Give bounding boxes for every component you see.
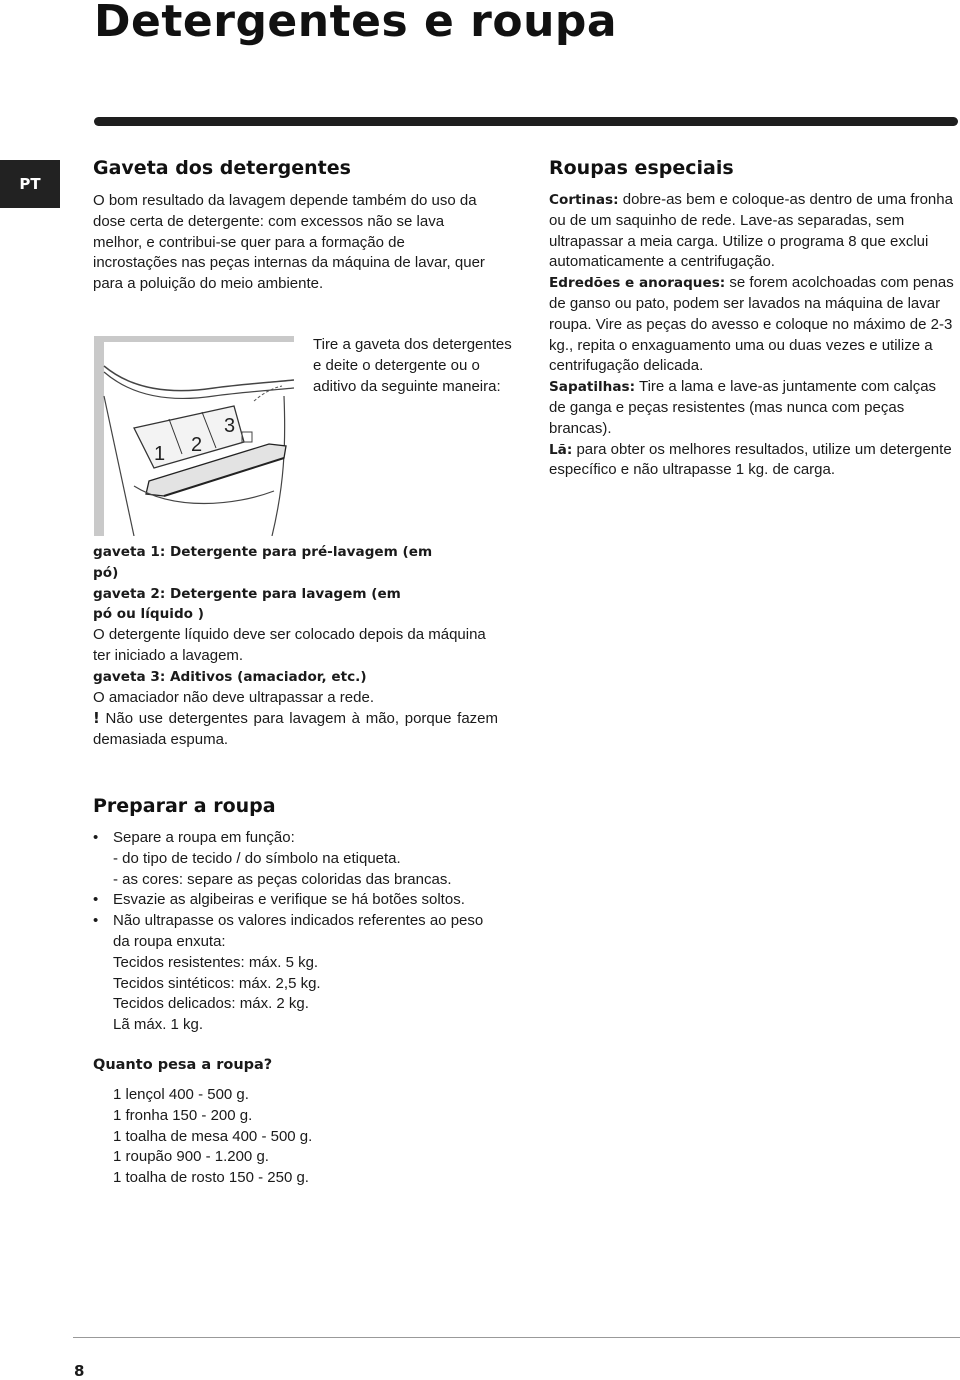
roupas-item-sapatilhas — [549, 377, 954, 439]
peso-item: 1 roupão 900 - 1.200 g. — [113, 1148, 269, 1166]
title-rule — [94, 117, 958, 126]
roupas-text: se forem acolchoadas com penas de ganso ou pato, podem ser lavados na máquina de lavar roupa. Vire as peças do avesso e coloque no máximo de 2-3 kg., repita o enxaguamento uma ou duas vezes e utilize a centrifugação delicada. — [549, 274, 954, 375]
warning-mark: ! — [93, 709, 100, 728]
roupas-item-cortinas — [549, 190, 954, 273]
gaveta-intro: O bom resultado da lavagem depende também do uso da dose certa de detergente: com excessos não se lava melhor, e contribui-se quer para a formação de incrostações nas peças internas da máquina de lavar, quer para a poluição do meio ambiente. — [93, 192, 485, 293]
roupas-item-la — [549, 440, 954, 482]
drawer-label-3: 3 — [224, 415, 236, 437]
gaveta-heading: Gaveta dos detergentes — [93, 157, 351, 179]
roupas-text: Tire a lama e lave-as juntamente com calças de ganga e peças resistentes (mas nunca com peças brancas). — [549, 378, 937, 437]
compartment-3-label: gaveta 3: Aditivos (amaciador, etc.) — [93, 668, 367, 685]
bullet-text: Separe a roupa em função: — [113, 829, 295, 846]
compartment-3-note: O amaciador não deve ultrapassar a rede. — [93, 688, 374, 706]
bullet-dot: • — [93, 829, 99, 846]
roupas-text: para obter os melhores resultados, utilize um detergente específico e não ultrapasse 1 kg. de carga. — [549, 440, 952, 479]
bullet-text: Não ultrapasse os valores indicados referentes ao peso da roupa enxuta: — [113, 912, 484, 950]
figure-caption: Tire a gaveta dos detergentes e deite o detergente ou o aditivo da seguinte maneira: — [313, 336, 512, 395]
peso-item: 1 lençol 400 - 500 g. — [113, 1086, 249, 1103]
preparar-bullet — [93, 828, 498, 890]
roupas-text: dobre-as bem e coloque-as dentro de uma fronha ou de um saquinho de rede. Lave-as separadas, sem ultrapassar a meia carga. Utilize o programa 8 que exclui automaticamente a centrifugação. — [549, 191, 953, 271]
bullet-subitem: - as cores: separe as peças coloridas das brancas. — [113, 870, 452, 888]
preparar-heading: Preparar a roupa — [93, 795, 276, 817]
detergent-drawer-illustration — [94, 336, 294, 536]
roupas-item-edredoes — [549, 273, 954, 377]
drawer-label-2: 2 — [191, 434, 203, 456]
warning-text: Não use detergentes para lavagem à mão, porque fazem demasiada espuma. — [93, 710, 498, 749]
peso-item: 1 fronha 150 - 200 g. — [113, 1106, 253, 1124]
roupas-heading: Roupas especiais — [549, 157, 734, 179]
warning-note — [93, 708, 498, 751]
roupas-term: Cortinas: — [549, 192, 619, 208]
drawer-label-1: 1 — [154, 443, 166, 465]
compartment-list — [93, 542, 498, 751]
preparar-bullet — [93, 890, 498, 911]
bullet-text: Esvazie as algibeiras e verifique se há botões soltos. — [113, 891, 465, 909]
peso-heading: Quanto pesa a roupa? — [93, 1057, 273, 1073]
peso-list — [113, 1085, 493, 1189]
footer-rule — [73, 1337, 960, 1338]
roupas-term: Edredões e anoraques: — [549, 275, 726, 292]
bullet-subitem: - do tipo de tecido / do símbolo na etiqueta. — [113, 849, 401, 867]
bullet-subitem: Lã máx. 1 kg. — [113, 1016, 204, 1034]
roupas-term: Lã: — [549, 441, 573, 458]
compartment-1-label: gaveta 1: Detergente para pré-lavagem (em pó) — [93, 544, 433, 581]
bullet-subitem: Tecidos resistentes: máx. 5 kg. — [113, 953, 319, 971]
roupas-term: Sapatilhas: — [549, 379, 636, 396]
page-title: Detergentes e roupa — [94, 0, 618, 47]
compartment-2-label: gaveta 2: Detergente para lavagem (em pó ou líquido ) — [93, 585, 401, 623]
compartment-2-note: O detergente líquido deve ser colocado depois da máquina ter iniciado a lavagem. — [93, 626, 486, 664]
page-number: 8 — [74, 1362, 85, 1380]
bullet-dot: • — [93, 891, 99, 909]
language-tab: PT — [0, 160, 60, 208]
bullet-subitem: Tecidos sintéticos: máx. 2,5 kg. — [113, 974, 321, 992]
peso-item: 1 toalha de rosto 150 - 250 g. — [113, 1169, 309, 1187]
preparar-list — [93, 828, 498, 1036]
preparar-bullet — [93, 911, 498, 1036]
roupas-list — [549, 190, 954, 481]
bullet-dot: • — [93, 912, 99, 930]
bullet-subitem: Tecidos delicados: máx. 2 kg. — [113, 995, 309, 1013]
peso-item: 1 toalha de mesa 400 - 500 g. — [113, 1127, 313, 1145]
